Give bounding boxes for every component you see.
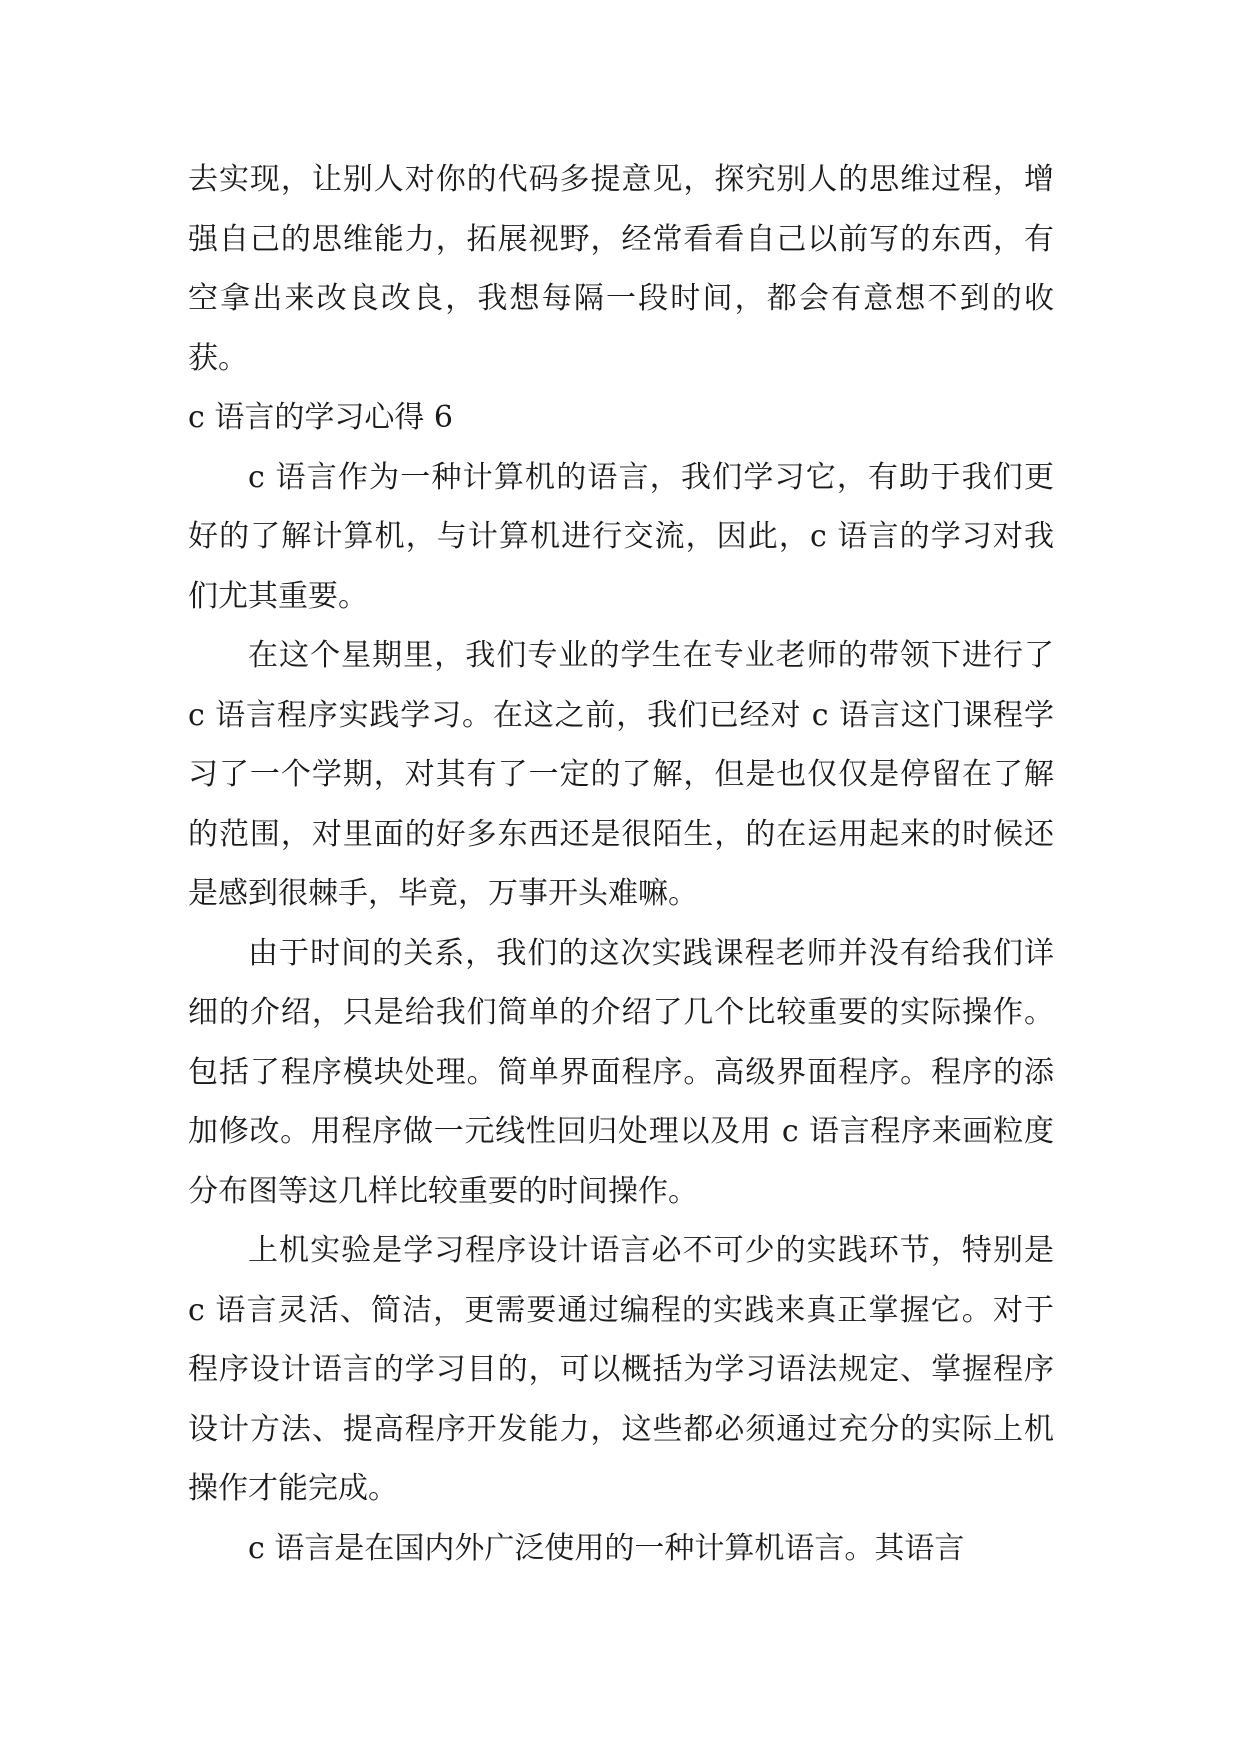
body-paragraph: 在这个星期里，我们专业的学生在专业老师的带领下进行了 c 语言程序实践学习。在这之前，我们已经对 c 语言这门课程学习了一个学期，对其有了一定的了解，但是也仅仅是停留在了解的范围，对里面的好多东西还是很陌生，的在运用起来的时候还是感到很棘手，毕竟，万事开头难嘛。 (188, 638, 1054, 911)
body-paragraph: 由于时间的关系，我们的这次实践课程老师并没有给我们详细的介绍，只是给我们简单的介绍了几个比较重要的实际操作。包括了程序模块处理。简单界面程序。高级界面程序。程序的添加修改。用程序做一元线性回归处理以及用 c 语言程序来画粒度分布图等这几样比较重要的时间操作。 (188, 935, 1054, 1209)
body-paragraph: c 语言是在国内外广泛使用的一种计算机语言。其语言 (248, 1530, 965, 1566)
section-title: c 语言的学习心得 6 (188, 400, 453, 435)
document-body (188, 150, 1054, 1578)
body-paragraph: c 语言作为一种计算机的语言，我们学习它，有助于我们更好的了解计算机，与计算机进行交流，因此，c 语言的学习对我们尤其重要。 (188, 459, 1054, 614)
continuation-paragraph: 去实现，让别人对你的代码多提意见，探究别人的思维过程，增强自己的思维能力，拓展视野，经常看看自己以前写的东西，有空拿出来改良改良，我想每隔一段时间，都会有意想不到的收获。 (188, 162, 1054, 376)
body-paragraph: 上机实验是学习程序设计语言必不可少的实践环节，特别是 c 语言灵活、简洁，更需要通过编程的实践来真正掌握它。对于程序设计语言的学习目的，可以概括为学习语法规定、掌握程序设计方法、提高程序开发能力，这些都必须通过充分的实际上机操作才能完成。 (188, 1233, 1054, 1506)
